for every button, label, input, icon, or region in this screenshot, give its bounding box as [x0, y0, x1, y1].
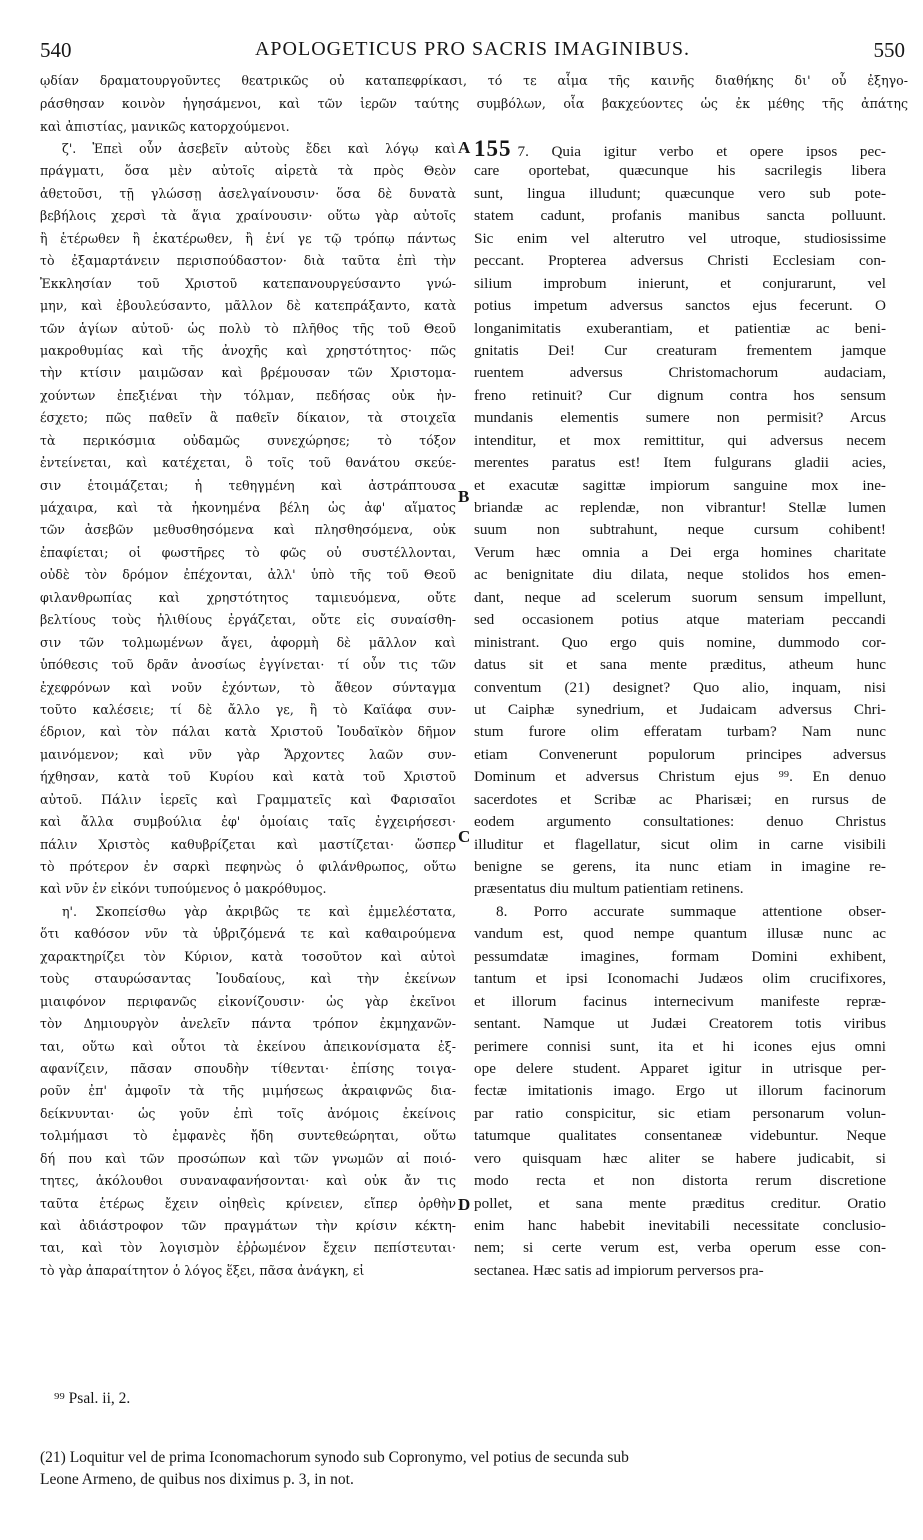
latin-line: sentant. Namque ut Judæi Creatorem totis viribus [474, 1015, 886, 1033]
running-header [40, 38, 905, 66]
latin-line: sed occasionem potius atque materiam peccandi [474, 611, 886, 629]
greek-line: τὸ πρότερον ἐν σαρκὶ πεφηνὼς ὁ φιλάνθρωπος, οὕτω [40, 859, 456, 874]
greek-line: τὸν Δημιουργὸν ἀνελεῖν πάντα τρόπον ἐκμηχανῶν- [40, 1016, 456, 1032]
greek-line: τῶν ἁγίων αὐτοῦ· ὡς πολὺ τὸ πλῆθος τῆς τοῦ Θεοῦ [40, 320, 456, 336]
greek-line: ὑπόθεσις τοῦ δρᾶν ἀνοσίως ἐγγίνεται· τί οὖν τις τῶν [40, 657, 456, 673]
latin-line-text: 7. Quia igitur verbo et opere ipsos pec- [517, 143, 886, 160]
greek-line: ροῦν ἐπ' ἀμφοῖν τὰ τῆς μιμήσεως ἀκραιφνῶς δια- [40, 1083, 456, 1099]
greek-line: ἐντείνεται, καὶ κατέχεται, ὃ τοῖς τοῦ θανάτου σκεύε- [40, 455, 456, 471]
margin-marker-b: B [458, 487, 470, 506]
latin-line: ministrant. Quo ergo quis nomine, dummodo cor- [474, 633, 886, 651]
page-number-left: 540 [40, 38, 72, 62]
greek-line: έσχετο; πῶς παθεῖν ἃ παθεῖν δίκαιον, τὰ στοιχεῖα [40, 410, 456, 426]
latin-line: Sic enim vel alterutro vel utroque, studiosissime [474, 229, 886, 247]
latin-line: conventum (21) designet? Quo alio, inquam, nisi [474, 678, 886, 696]
latin-line: nem; si certe verum est, verba operum esse con- [474, 1239, 886, 1257]
latin-line: pessumdatæ imagines, formam Domini exhibent, [474, 947, 886, 965]
latin-line: modo recta et non distorta rerum discretione [474, 1172, 886, 1190]
greek-line: μάχαιρα, καὶ τὰ ἠκονημένα βέλη ὡς ἀφ' αἵματος [40, 500, 456, 515]
latin-line: gnitatis Dei! Cur creaturam frementem jamque [474, 341, 886, 359]
column-number: 155 [474, 138, 512, 161]
greek-line: τοὺς σταυρώσαντας Ἰουδαίους, καὶ τὴν ἐκείνων [40, 971, 456, 987]
latin-line: Dominum et adversus Christum ejus ⁹⁹. En denuo [474, 768, 886, 786]
top-greek-block [40, 69, 908, 138]
latin-line: pollet, et sana mente præditus creditur. Oratio [474, 1194, 886, 1212]
greek-line: πράγματι, ὅσα μὲν αὐτοῖς αἱρετὰ τὰ πρὸς Θεὸν [40, 163, 456, 179]
greek-line: τὸ ἐξαμαρτάνειν περισπούδαστον· διὰ ταῦτα ἐπὶ τὴν [40, 253, 456, 269]
greek-line: σιν ἑτοιμάζεται; ἡ τεθηγμένη καὶ ἀστράπτουσα [40, 477, 456, 493]
footnote-main [40, 1447, 885, 1491]
footnote-line: Leone Armeno, de quibus nos diximus p. 3, in not. [40, 1471, 354, 1488]
latin-line: care oportebat, quæcunque his sacrilegis libera [474, 162, 886, 180]
latin-line: 8. Porro accurate summaque attentione obser- [496, 902, 886, 920]
greek-line: χούντων ἐπεξιέναι τὴν τόλμαν, πεδήσας οὐκ ἠν- [40, 387, 456, 403]
greek-line: μιαιφόνον περιφανῶς εἰκονίζουσιν· ὡς γὰρ ἐκεῖνοι [40, 993, 456, 1009]
greek-line: μην, καὶ ἐβουλεύσαντο, μᾶλλον δὲ κατεπράξαντο, κατὰ [40, 298, 456, 314]
greek-line: πάλιν Χριστὸς καθυβρίζεται καὶ μαστίζεται· ὥσπερ [40, 836, 456, 852]
greek-line: δή που καὶ τῶν προσώπων καὶ τῶν γνωμῶν αἱ ποιό- [40, 1150, 456, 1166]
footnote-line: (21) Loquitur vel de prima Iconomachorum synodo sub Copronymo, vel potius de secunda sub [40, 1449, 629, 1466]
latin-line: stum furore olim efferatam turbam? Nam nunc [474, 723, 886, 741]
latin-line: mundanis elementis sumere non permisit? Arcus [474, 409, 886, 427]
greek-line: τοῦτο καλέσειε; τί δὲ ἄλλο γε, ἢ τὸ Καϊάφα συν- [40, 701, 456, 717]
greek-line: καὶ νῦν ἐν εἰκόνι τυπούμενος ὁ μακρόθυμος. [40, 881, 327, 897]
margin-marker-c: C [458, 827, 471, 846]
latin-line: præsentatus diu multum patientiam retinens. [474, 880, 744, 898]
latin-line: enim hanc habebit inevitabili necessitate conclusio- [474, 1217, 886, 1234]
latin-line: fectæ imitationis imago. Ergo ut illorum facinorum [474, 1082, 886, 1100]
latin-line: illuditur et flagellatur, sicut olim in carne visibili [474, 835, 886, 853]
latin-line: ruentem adversus Christomachorum audaciam, [474, 364, 886, 382]
latin-line: potius impetum adversus sanctos ejus fecerunt. O [474, 297, 886, 315]
latin-line: et illorum facinus internecivum manifeste repræ- [474, 992, 886, 1010]
greek-line: δείκνυνται· ὡς γοῦν ἐπὶ τοῖς ἀνόμοις ἐκείνοις [40, 1105, 456, 1121]
greek-line: τὸ γὰρ ἀπαραίτητον ὁ λόγος ἕξει, πᾶσα ἀνάγκη, εἰ [40, 1262, 365, 1278]
latin-line: peccant. Propterea adversus Christi Ecclesiam con- [474, 252, 886, 270]
greek-line: τῶν ἀσεβῶν μεθυσθησόμενα καὶ πλησθησόμενα, οὐκ [40, 522, 456, 538]
latin-line: freno retinuit? Cur dignum contra hos sensum [474, 386, 886, 404]
latin-line: ut Caiphæ synedrium, et Judaicam adversus Chri- [474, 700, 886, 718]
latin-line: etiam Convenerunt populorum principes adversus [474, 745, 886, 763]
greek-line: Ἐκκλησίαν τοῦ Χριστοῦ κατεπανουργεύσαντο γνώ- [40, 275, 456, 291]
greek-line: αφανίζειν, πᾶσαν σπουδὴν τίθενται· ἐπίσης τοιγα- [40, 1060, 456, 1076]
greek-line: ήχθησαν, κατὰ τοῦ Κυρίου καὶ κατὰ τοῦ Χριστοῦ [40, 769, 456, 785]
greek-line: η'. Σκοπείσθω γὰρ ἀκριβῶς τε καὶ ἐμμελέστατα, [62, 903, 456, 919]
greek-line: βελτίους τοὺς ἠλιθίους ἐργάζεται, οὔτε εἰς συναίσθη- [40, 612, 456, 628]
latin-line: Verum hæc omnia a Dei erga homines charitate [474, 543, 886, 561]
latin-line: briandæ ac replendæ, non vibrantur! Stellæ lumen [474, 499, 886, 516]
running-title: APOLOGETICUS PRO SACRIS IMAGINIBUS. [254, 38, 691, 60]
greek-line: χαρακτηρίζει τὸν Κύριον, κατὰ τοσοῦτον καὶ αὐτοὶ [40, 948, 456, 964]
margin-marker-d: D [458, 1195, 471, 1214]
latin-line: sectanea. Hæc satis ad impiorum perversos pra- [474, 1261, 764, 1279]
greek-line: ζ'. Ἐπεὶ οὖν ἀσεβεῖν αὐτοὺς ἔδει καὶ λόγῳ καὶ [62, 141, 456, 156]
greek-line: ῳδίαν δραματουργοῦντες θεατρικῶς οὐ καταπεφρίκασι, τό τε αἷμα τῆς καινῆς διαθήκης δι' οὗ ἐξηγο- [40, 73, 908, 88]
latin-line: datus sit et sana mente præditus, atheum hunc [474, 656, 886, 674]
latin-line: merentes paratus est! Item fulgurans gladii acies, [474, 454, 886, 472]
latin-line-first [474, 138, 886, 160]
greek-line: βεβήλοις χερσὶ τὰ ἅγια χραίνουσιν· οὕτω γὰρ αὐτοῖς [40, 208, 456, 224]
greek-line: ὅτι καθόσον νῦν τὰ ὑβριζόμενά τε καὶ καθαιρούμενα [40, 926, 456, 942]
latin-line: tantum et ipsi Iconomachi Judæos olim crucifixores, [474, 970, 886, 988]
greek-line: ἐχεφρόνων καὶ νοῦν ἐχόντων, τὸ ἄθεον σύνταγμα [40, 679, 456, 695]
greek-line: τητες, ἀκόλουθοι συναναφανήσονται· καὶ οὐκ ἄν τις [40, 1173, 456, 1189]
latin-line: intenditur, et mox remittitur, qui adversus necem [474, 431, 886, 449]
latin-line: tatumque qualitates consentaneæ videbuntur. Neque [474, 1127, 886, 1145]
greek-line: ται, οὕτω καὶ οὗτοι τὰ ἐκείνου ἀπεικονίσματα ἐξ- [40, 1038, 456, 1054]
greek-line: αὐτοῦ. Πάλιν ἱερεῖς καὶ Γραμματεῖς καὶ Φαρισαῖοι [40, 791, 456, 807]
latin-line: dant, neque ad scelerum suorum sensum impellunt, [474, 588, 886, 606]
greek-line: ἢ ἑτέρωθεν ἢ ἑκατέρωθεν, ἢ ἑνί γε τῷ τρόπῳ πάντως [40, 230, 456, 246]
latin-line: statem cadunt, profanis manibus sancta polluunt. [474, 207, 886, 225]
latin-line: eodem argumento consultationes: denuo Christus [474, 813, 886, 831]
greek-line: μακροθυμίας καὶ τῆς ἀνοχῆς καὶ χρηστότητος· πῶς [40, 342, 456, 358]
greek-line: φιλανθρωπίας καὶ χρηστότητος ταμιευόμενα, οὔτε [40, 589, 456, 605]
greek-line: τὰ περικόσμια οὐδαμῶς συνεχώρησε; τὸ τόξον [40, 432, 456, 448]
latin-line: vero quisquam hæc aliter se habere judicabit, si [474, 1149, 886, 1167]
latin-line: et exacutæ sagittæ impiorum sanguine mox ine- [474, 476, 886, 494]
page-number-right: 550 [873, 38, 905, 62]
greek-line: τολμήμασι τὸ ἐμφανὲς ἤδη συντεθεώρηται, οὕτω [40, 1128, 456, 1144]
greek-line: σιν τῶν τολμωμένων ἄγει, ἀφορμὴ δὲ μᾶλλον καὶ [40, 634, 456, 650]
greek-line: καὶ ἄλλα συμβούλια ἐφ' ὁμοίαις ταῖς ἐγχειρήσεσι· [40, 814, 456, 830]
greek-line: οὐδὲ τὸν δρόμον ἐπέχονται, ἀλλ' ὑπὸ τῆς τοῦ Θεοῦ [40, 567, 456, 583]
latin-line: benigne se gerens, ita nunc etiam in imagine re- [474, 858, 886, 875]
latin-line: ope delere student. Apparet igitur in utrisque per- [474, 1059, 886, 1077]
greek-column [40, 138, 456, 1282]
footnote-psalm: ⁹⁹ Psal. ii, 2. [54, 1390, 131, 1407]
latin-line: vandum est, quod nempe quantum illusæ nunc ac [474, 925, 886, 943]
greek-line: καὶ ἀπιστίας, μανικῶς κατορχούμενοι. [40, 119, 290, 134]
latin-column [474, 138, 886, 1282]
greek-line: καὶ ἀδιάστροφον τῶν πραγμάτων τὴν κρίσιν κέκτη- [40, 1218, 456, 1233]
latin-line: sacerdotes et Scribæ ac Pharisæi; en rursus de [474, 790, 886, 808]
margin-marker-a: A [458, 138, 471, 157]
latin-line: silium improbum inierunt, et conjurarunt, vel [474, 274, 886, 292]
greek-line: μαινόμενον; καὶ νῦν γὰρ Ἄρχοντες λαῶν συν- [40, 746, 456, 762]
greek-line: ἐπαφίεται; οἱ φωστῆρες τὸ φῶς οὐ συστέλλονται, [40, 544, 456, 560]
latin-line: sunt, lingua illudunt; quæcunque vero sub pote- [474, 184, 886, 202]
greek-line: έδριον, καὶ τὸν πάλαι κατὰ Χριστοῦ Ἰουδαϊκὸν δῆμον [40, 724, 456, 740]
greek-line: ράσθησαν κοινὸν ἡγησάμενοι, καὶ τῶν ἱερῶν ταύτης συμβόλων, οἷα βακχεύοντες ὡς ἐκ μέθης τῆς ἀπάτης [40, 96, 908, 111]
greek-line: ται, καὶ τὸν λογισμὸν ἐῤῥωμένον ἔχειν πεπίστευται· [40, 1240, 456, 1256]
greek-line: τὴν κτίσιν μαιμῶσαν καὶ βρέμουσαν τῶν Χριστομα- [40, 365, 456, 381]
greek-line: ταῦτα ἑτέρως ἔχειν οἰηθεὶς κρίνειεν, εἴπερ ὀρθὴν [40, 1195, 456, 1211]
latin-line: par ratio conspicitur, sic etiam personarum volun- [474, 1104, 886, 1122]
greek-line: ἀθετοῦσι, τῇ γλώσσῃ ἀσελγαίνουσιν· ὅσα δὲ δυνατὰ [40, 185, 456, 201]
latin-line: ac benignitate diu dilata, neque stolidos hos emen- [474, 566, 886, 584]
latin-line: suum non subtrahunt, neque cursum cohibent! [474, 521, 886, 539]
latin-line: perimere connisi sunt, ita et hi icones ejus omni [474, 1037, 886, 1055]
latin-line: longanimitatis exuberantiam, et patientiæ ac beni- [474, 319, 886, 337]
